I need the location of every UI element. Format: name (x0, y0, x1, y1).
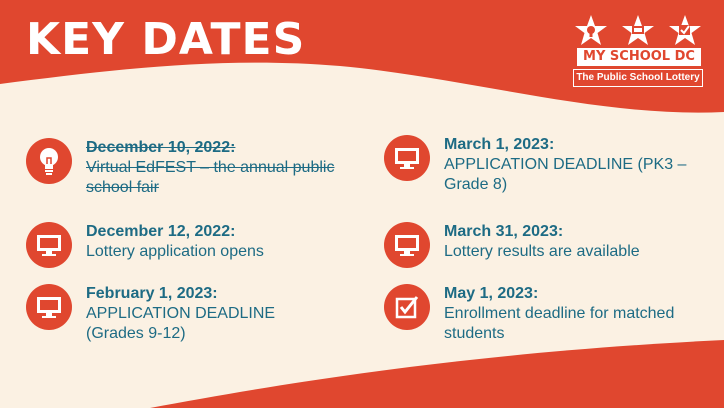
bottom-wave (150, 340, 724, 408)
event-description: Virtual EdFEST – the annual public school fair (86, 159, 335, 196)
event-description: Lottery results are available (444, 243, 640, 260)
logo-name: MY SCHOOL DC (577, 48, 701, 66)
event-date: March 31, 2023: (444, 223, 564, 240)
page-title: KEY DATES (26, 14, 306, 65)
logo-tagline: The Public School Lottery (573, 69, 703, 87)
computer-icon (384, 135, 430, 181)
event-date: December 12, 2022: (86, 223, 236, 240)
event-description: Lottery application opens (86, 243, 264, 260)
event-description: APPLICATION DEADLINE (Grades 9-12) (86, 305, 276, 342)
computer-icon (26, 284, 72, 330)
computer-icon (26, 222, 72, 268)
logo-stars (573, 14, 703, 48)
checkbox-icon (384, 284, 430, 330)
event-description: Enrollment deadline for matched students (444, 305, 675, 342)
event-date: February 1, 2023: (86, 285, 218, 302)
lightbulb-icon (26, 138, 72, 184)
event-date: March 1, 2023: (444, 136, 555, 153)
star-2-icon (622, 15, 654, 45)
star-1-icon (575, 15, 607, 45)
computer-icon (384, 222, 430, 268)
star-3-icon (669, 15, 701, 45)
my-school-dc-logo (573, 14, 703, 90)
event-date: December 10, 2022: (86, 139, 236, 156)
event-date: May 1, 2023: (444, 285, 539, 302)
event-description: APPLICATION DEADLINE (PK3 – Grade 8) (444, 156, 687, 193)
